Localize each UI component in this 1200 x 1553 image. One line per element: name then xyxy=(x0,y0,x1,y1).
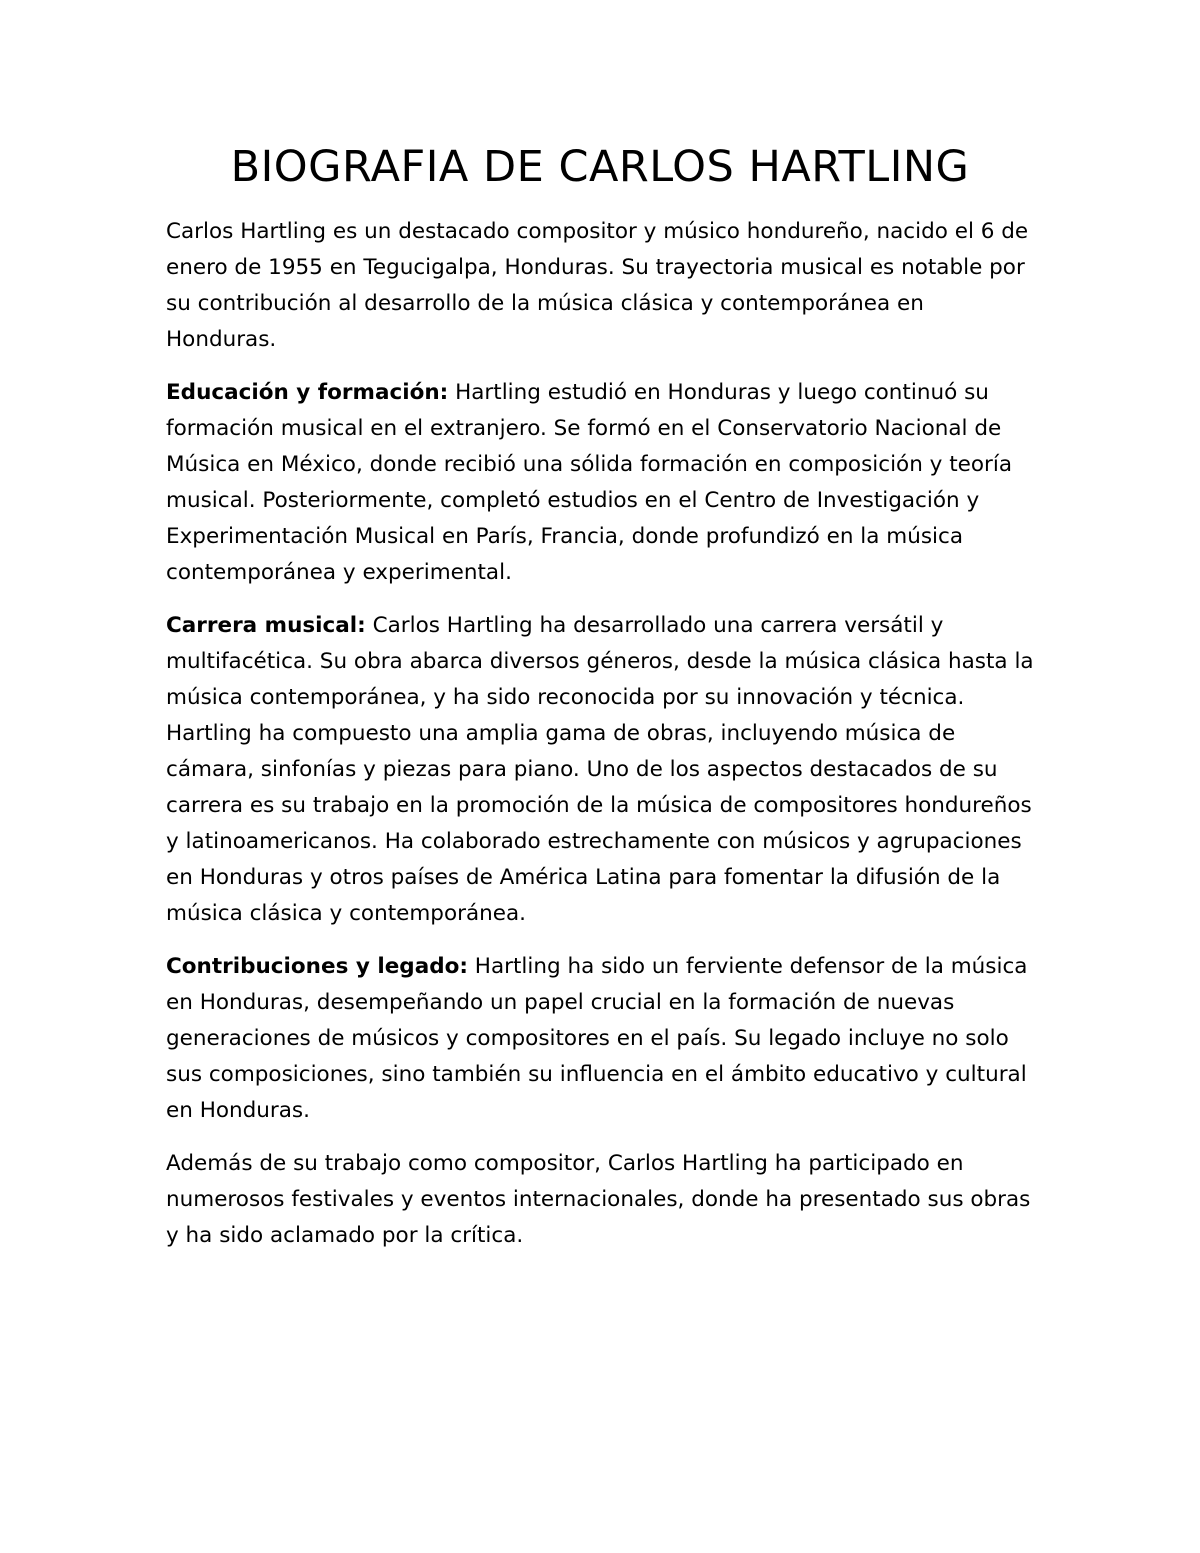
intro-paragraph: Carlos Hartling es un destacado compositor y músico hondureño, nacido el 6 de enero de 1955 en Tegucigalpa, Honduras. Su trayectoria musical es notable por su contribución al desarrollo de la música clásica y contemporánea en Honduras. xyxy=(166,219,1029,352)
page-title: BIOGRAFIA DE CARLOS HARTLING xyxy=(230,142,970,192)
career-heading: Carrera musical: xyxy=(166,613,366,638)
career-paragraph xyxy=(166,608,1036,932)
career-text: Carlos Hartling ha desarrollado una carrera versátil y multifacética. Su obra abarca diversos géneros, desde la música clásica hasta la música contemporánea, y ha sido reconocida por su innovación y técnica. Hartling ha compuesto una amplia gama de obras, incluyendo música de cámara, sinfonías y piezas para piano. Uno de los aspectos destacados de su carrera es su trabajo en la promoción de la música de compositores hondureños y latinoamericanos. Ha colaborado estrechamente con músicos y agrupaciones en Honduras y otros países de América Latina para fomentar la difusión de la música clásica y contemporánea. xyxy=(166,613,1034,926)
education-heading: Educación y formación: xyxy=(166,380,449,405)
education-text: Hartling estudió en Honduras y luego continuó su formación musical en el extranjero. Se formó en el Conservatorio Nacional de Música en México, donde recibió una sólida formación en composición y teoría musical. Posteriormente, completó estudios en el Centro de Investigación y Experimentación Musical en París, Francia, donde profundizó en la música contemporánea y experimental. xyxy=(166,380,1013,585)
legacy-paragraph xyxy=(166,949,1036,1129)
closing-paragraph: Además de su trabajo como compositor, Carlos Hartling ha participado en numerosos festivales y eventos internacionales, donde ha presentado sus obras y ha sido aclamado por la crítica. xyxy=(166,1151,1031,1248)
document-body xyxy=(166,214,1036,1271)
legacy-heading: Contribuciones y legado: xyxy=(166,954,468,979)
legacy-text: Hartling ha sido un ferviente defensor de la música en Honduras, desempeñando un papel crucial en la formación de nuevas generaciones de músicos y compositores en el país. Su legado incluye no solo sus composiciones, sino también su influencia en el ámbito educativo y cultural en Honduras. xyxy=(166,954,1028,1123)
education-paragraph xyxy=(166,375,1036,591)
